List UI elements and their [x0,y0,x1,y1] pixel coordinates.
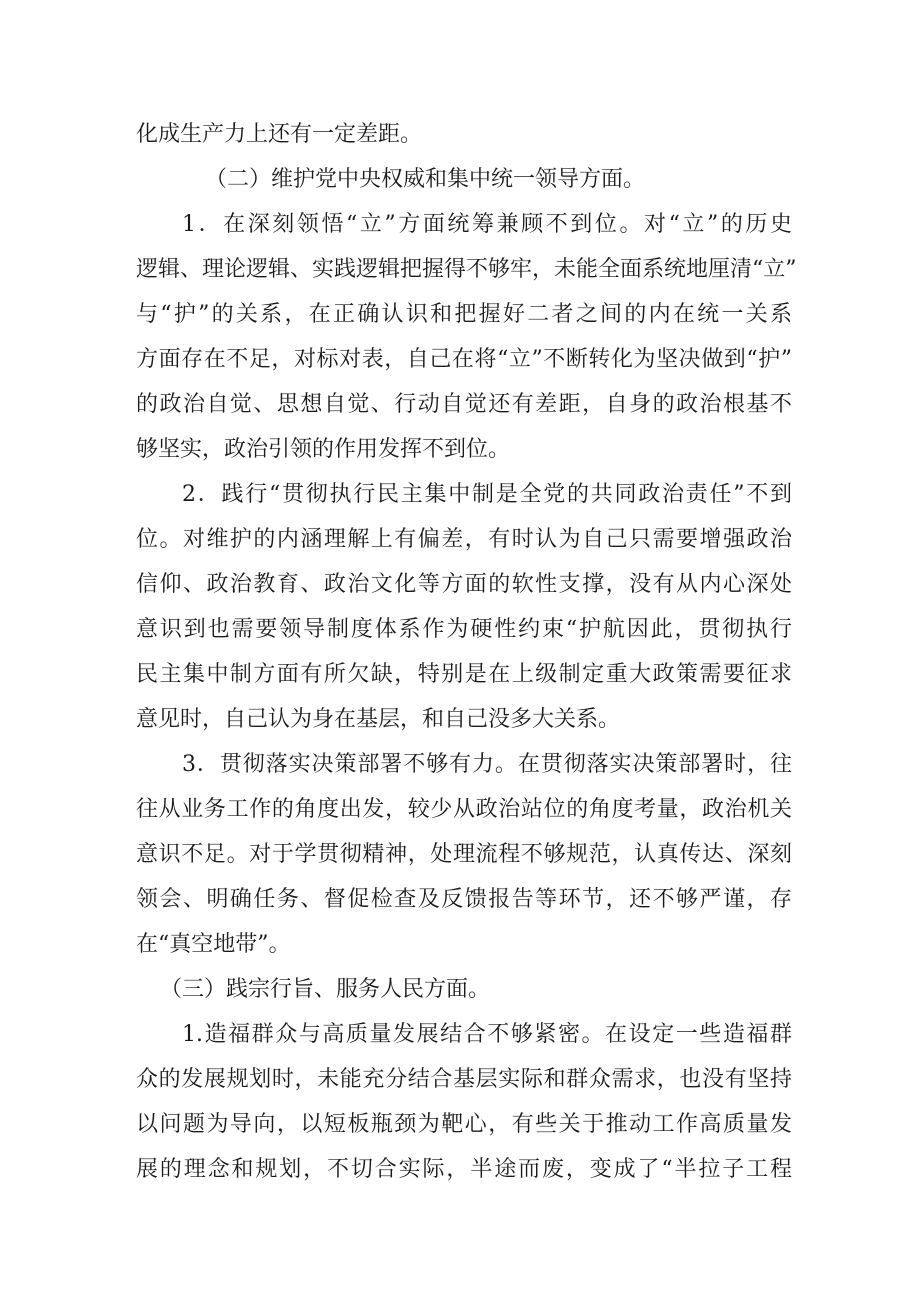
text-line: 意见时，自己认为身在基层，和自己没多大关系。 [136,707,621,732]
text-line: 领会、明确任务、督促检查及反馈报告等环节，还不够严谨，存 [136,887,792,912]
text-line: 逻辑、理论逻辑、实践逻辑把握得不够牢，未能全面系统地厘清“立” [136,257,797,282]
text-line: 的政治自觉、思想自觉、行动自觉还有差距，自身的政治根基不 [136,392,792,417]
section-heading: （二）维护党中央权威和集中统一领导方面。 [205,167,646,192]
text-line: 民主集中制方面有所欠缺，特别是在上级制定重大政策需要征求 [136,662,792,687]
text-line: 化成生产力上还有一定差距。 [136,122,423,147]
text-line: 展的理念和规划，不切合实际，半途而废，变成了“半拉子工程 [136,1157,792,1182]
text-line: 3．贯彻落实决策部署不够有力。在贯彻落实决策部署时，往 [182,752,792,777]
text-line: 1．在深刻领悟“立”方面统筹兼顾不到位。对“立”的历史 [182,212,792,237]
text-line: 1.造福群众与高质量发展结合不够紧密。在设定一些造福群 [182,1022,792,1047]
text-line: 方面存在不足，对标对表，自己在将“立”不断转化为坚决做到“护” [136,347,792,372]
text-line: 信仰、政治教育、政治文化等方面的软性支撑，没有从内心深处 [136,572,792,597]
text-line: 众的发展规划时，未能充分结合基层实际和群众需求，也没有坚持 [136,1067,792,1092]
section-heading: （三）践宗行旨、服务人民方面。 [160,977,491,1002]
text-line: 在“真空地带”。 [136,932,291,957]
text-line: 够坚实，政治引领的作用发挥不到位。 [136,437,511,462]
text-line: 位。对维护的内涵理解上有偏差，有时认为自己只需要增强政治 [136,527,792,552]
text-line: 意识到也需要领导制度体系作为硬性约束“护航因此，贯彻执行 [136,617,792,642]
text-line: 往从业务工作的角度出发，较少从政治站位的角度考量，政治机关 [136,797,792,822]
text-line: 2．践行“贯彻执行民主集中制是全党的共同政治责任”不到 [182,482,792,507]
text-line: 意识不足。对于学贯彻精神，处理流程不够规范，认真传达、深刻 [136,842,792,867]
text-line: 与“护”的关系，在正确认识和把握好二者之间的内在统一关系 [136,302,792,327]
text-line: 以问题为导向，以短板瓶颈为靶心，有些关于推动工作高质量发 [136,1112,792,1137]
